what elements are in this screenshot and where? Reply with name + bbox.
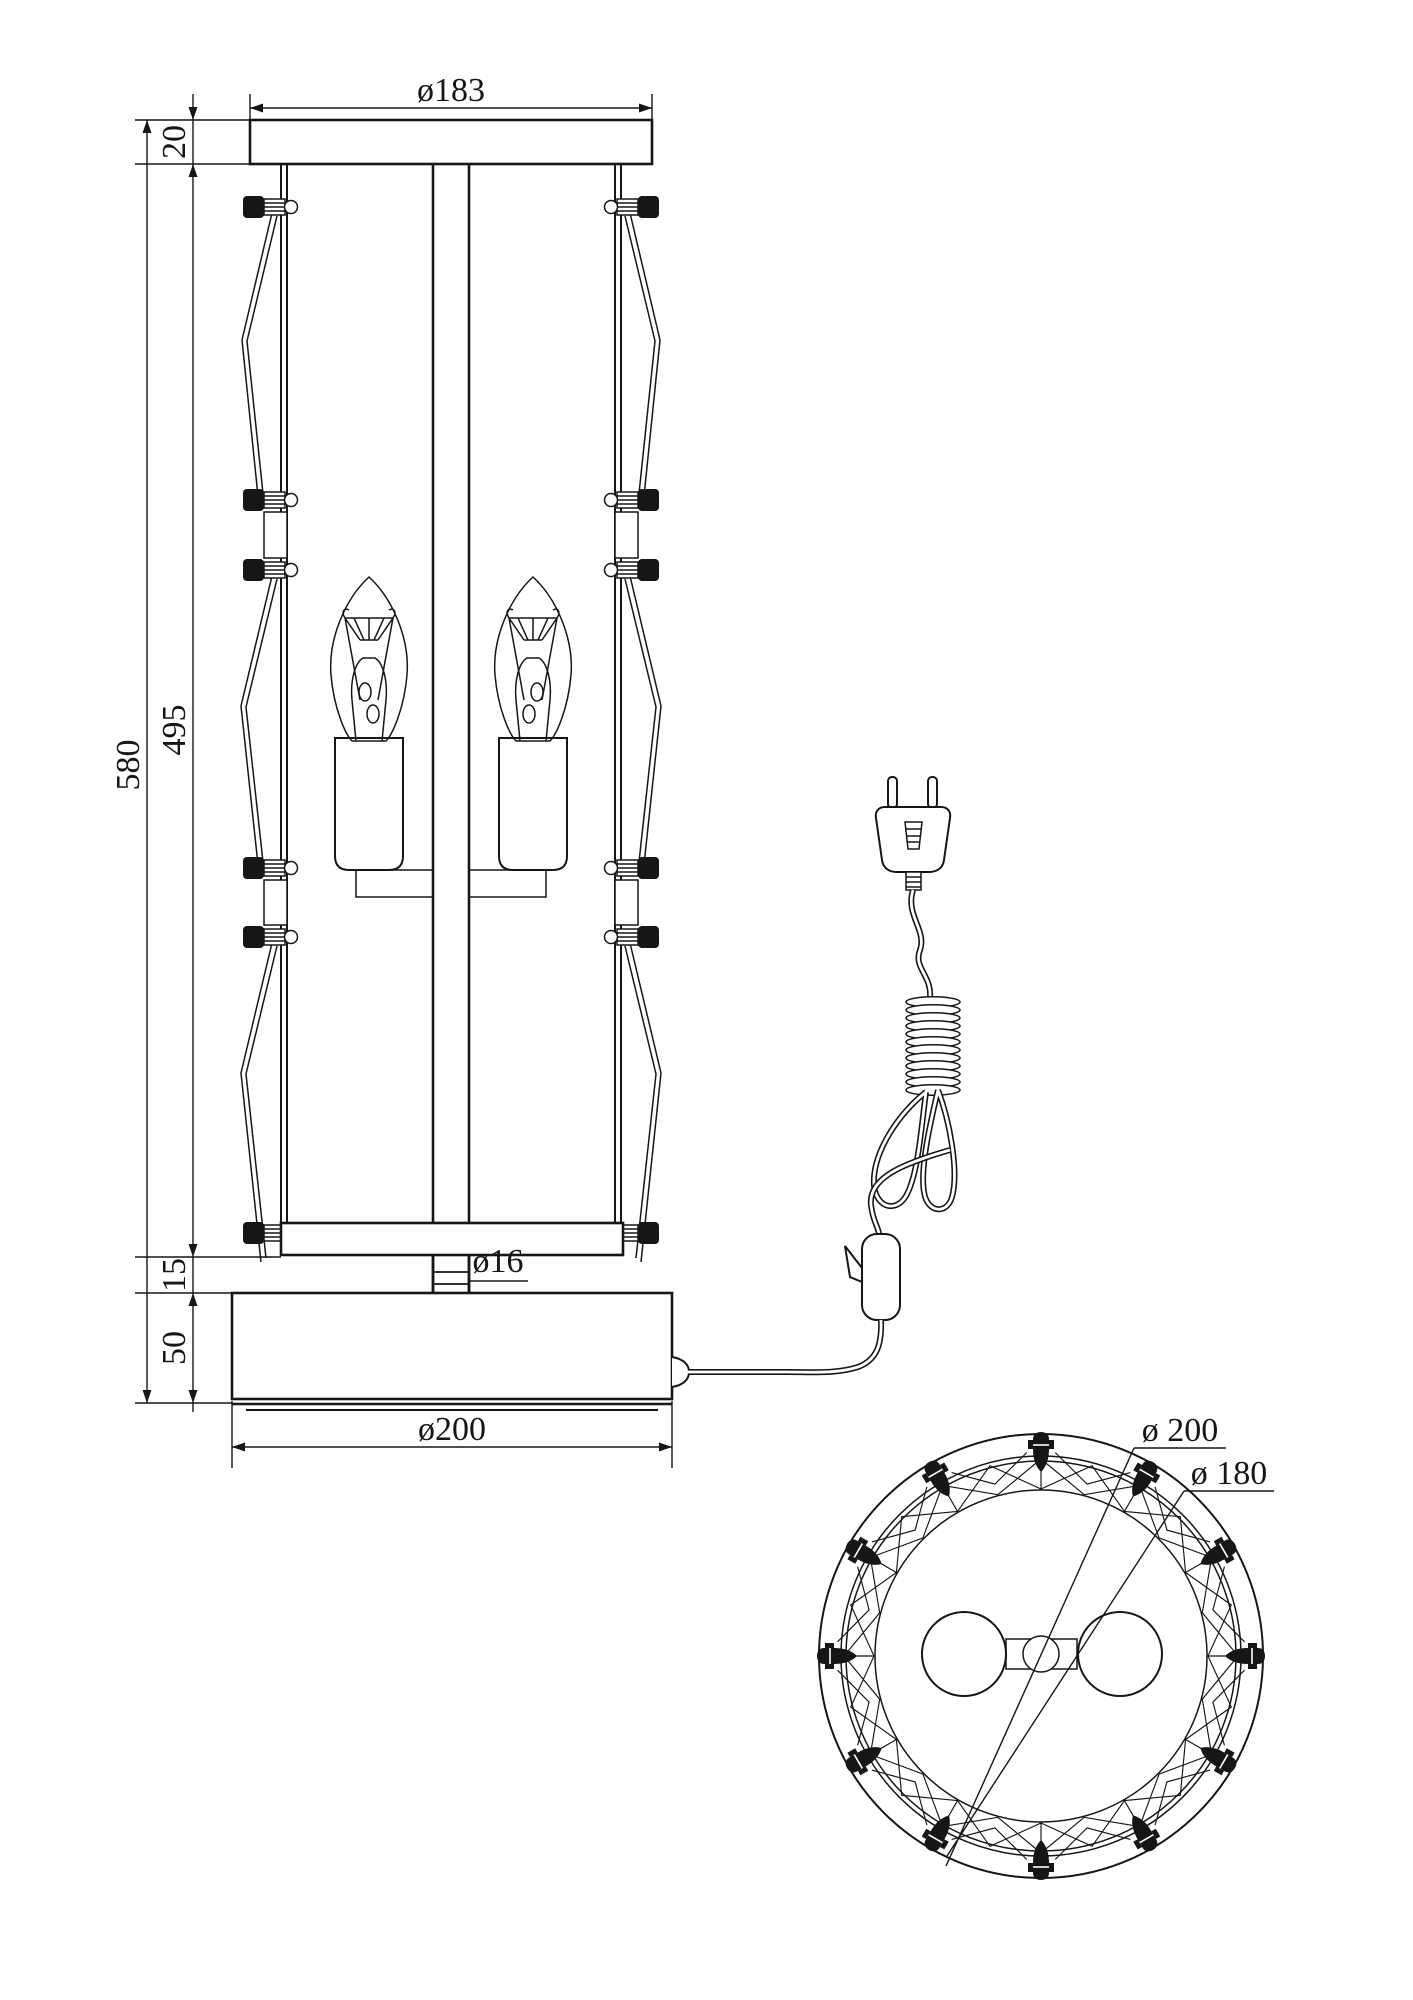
top-plate <box>250 120 652 164</box>
dim-stem-diameter: ø16 <box>472 1243 524 1280</box>
dim-top-diameter: ø183 <box>417 72 485 109</box>
top-view <box>817 1412 1274 1880</box>
inline-switch <box>845 1234 900 1320</box>
dim-plate-thickness: 20 <box>156 125 193 159</box>
plug-icon <box>876 777 950 890</box>
dim-body-height: 495 <box>156 704 193 756</box>
dim-base-diameter: ø200 <box>418 1411 486 1448</box>
dim-plan-outer-diameter: ø 200 <box>1141 1412 1219 1449</box>
dim-base-height: 50 <box>156 1331 193 1365</box>
bottom-plate <box>281 1223 623 1255</box>
dim-neck-height: 15 <box>156 1258 193 1292</box>
frame-right <box>469 164 661 1262</box>
cord-coil <box>906 997 960 1095</box>
power-cord-assembly <box>688 777 960 1372</box>
dim-plan-inner-diameter: ø 180 <box>1190 1455 1268 1492</box>
center-column <box>433 164 469 1293</box>
lamp-base <box>232 1293 689 1410</box>
dim-total-height: 580 <box>110 739 147 791</box>
frame-left <box>241 164 433 1262</box>
cord-outlet <box>672 1357 689 1387</box>
front-view <box>232 120 689 1410</box>
